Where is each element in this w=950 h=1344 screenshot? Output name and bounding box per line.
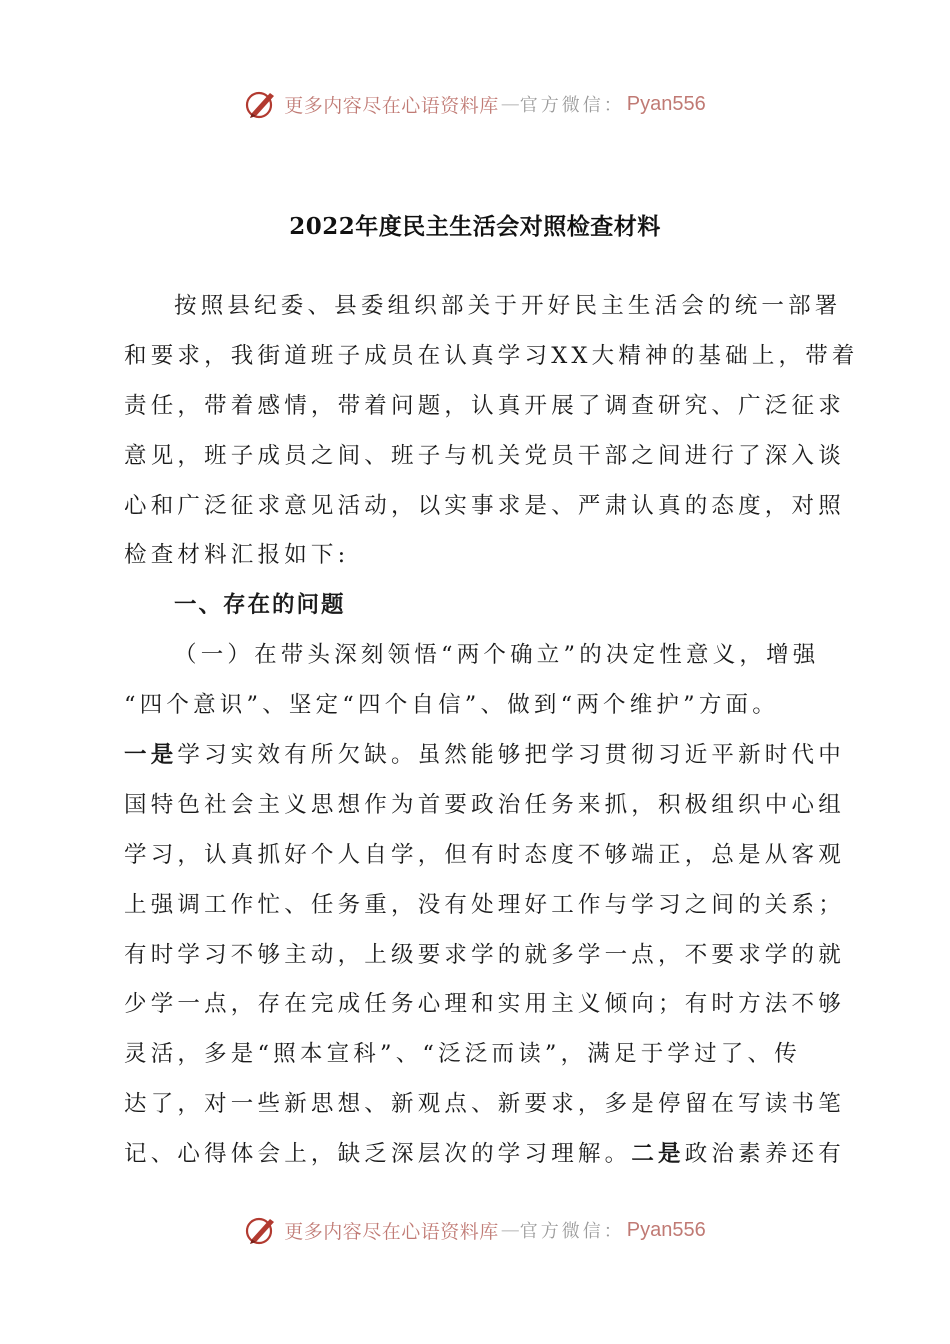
watermark-id: Pyan556 (626, 1218, 706, 1241)
watermark-bottom (0, 1210, 950, 1250)
intro-line: 意见，班子成员之间、班子与机关党员干部之间进行了深入谈 (124, 442, 845, 469)
subsection-line: “四个意识”、坚定“四个自信”、做到“两个维护”方面。 (124, 692, 779, 719)
intro-line: 按照县纪委、县委组织部关于开好民主生活会的统一部署 (174, 293, 842, 319)
paragraph-line: 少学一点，存在完成任务心理和实用主义倾向；有时方法不够 (124, 991, 845, 1018)
intro-line: 检查材料汇报如下: (124, 542, 350, 569)
watermark-label: 官方微信： (519, 95, 625, 116)
watermark-text: 更多内容尽在心语资料库 (284, 1220, 499, 1243)
paragraph-line: 有时学习不够主动，上级要求学的就多学一点，不要求学的就 (124, 941, 845, 968)
paragraph-line: 学习，认真抓好个人自学，但有时态度不够端正，总是从客观 (124, 841, 845, 868)
subsection-line: （一）在带头深刻领悟“两个确立”的决定性意义，增强 (174, 642, 820, 669)
intro-line: 和要求，我街道班子成员在认真学习XX大精神的基础上，带着 (124, 342, 859, 369)
document-body (124, 282, 859, 1180)
last-line-end: 政治素养还有 (684, 1141, 845, 1168)
paragraph-line: 国特色社会主义思想作为首要政治任务来抓，积极组织中心组 (124, 791, 845, 818)
paragraph-line (124, 731, 845, 781)
last-line-start: 记、心得体会上，缺乏深层次的学习理解。 (124, 1141, 632, 1168)
watermark-text: 更多内容尽在心语资料库 (284, 94, 499, 117)
point1-text: 学习实效有所欠缺。虽然能够把学习贯彻习近平新时代中 (177, 742, 845, 769)
watermark-label: 官方微信： (519, 1221, 625, 1242)
pen-logo-icon (244, 87, 278, 121)
watermark-top (0, 84, 950, 124)
paragraph-line: 达了，对一些新思想、新观点、新要求，多是停留在写读书笔 (124, 1091, 845, 1118)
section-heading: 一、存在的问题 (174, 592, 346, 619)
paragraph-line: 上强调工作忙、任务重，没有处理好工作与学习之间的关系； (124, 891, 845, 918)
document-title: 2022年度民主生活会对照检查材料 (289, 213, 661, 240)
intro-line: 心和广泛征求意见活动，以实事求是、严肃认真的态度，对照 (124, 492, 845, 519)
watermark-dash: — (500, 1219, 518, 1241)
watermark-dash: — (500, 93, 518, 115)
pen-logo-icon (244, 1213, 278, 1247)
paragraph-line (124, 1130, 845, 1180)
point-marker-1: 一是 (124, 742, 178, 769)
paragraph-line: 灵活，多是“照本宣科”、“泛泛而读”，满足于学过了、传 (124, 1041, 801, 1068)
watermark-id: Pyan556 (626, 92, 706, 115)
point-marker-2: 二是 (631, 1141, 685, 1168)
intro-line: 责任，带着感情，带着问题，认真开展了调查研究、广泛征求 (124, 392, 845, 419)
